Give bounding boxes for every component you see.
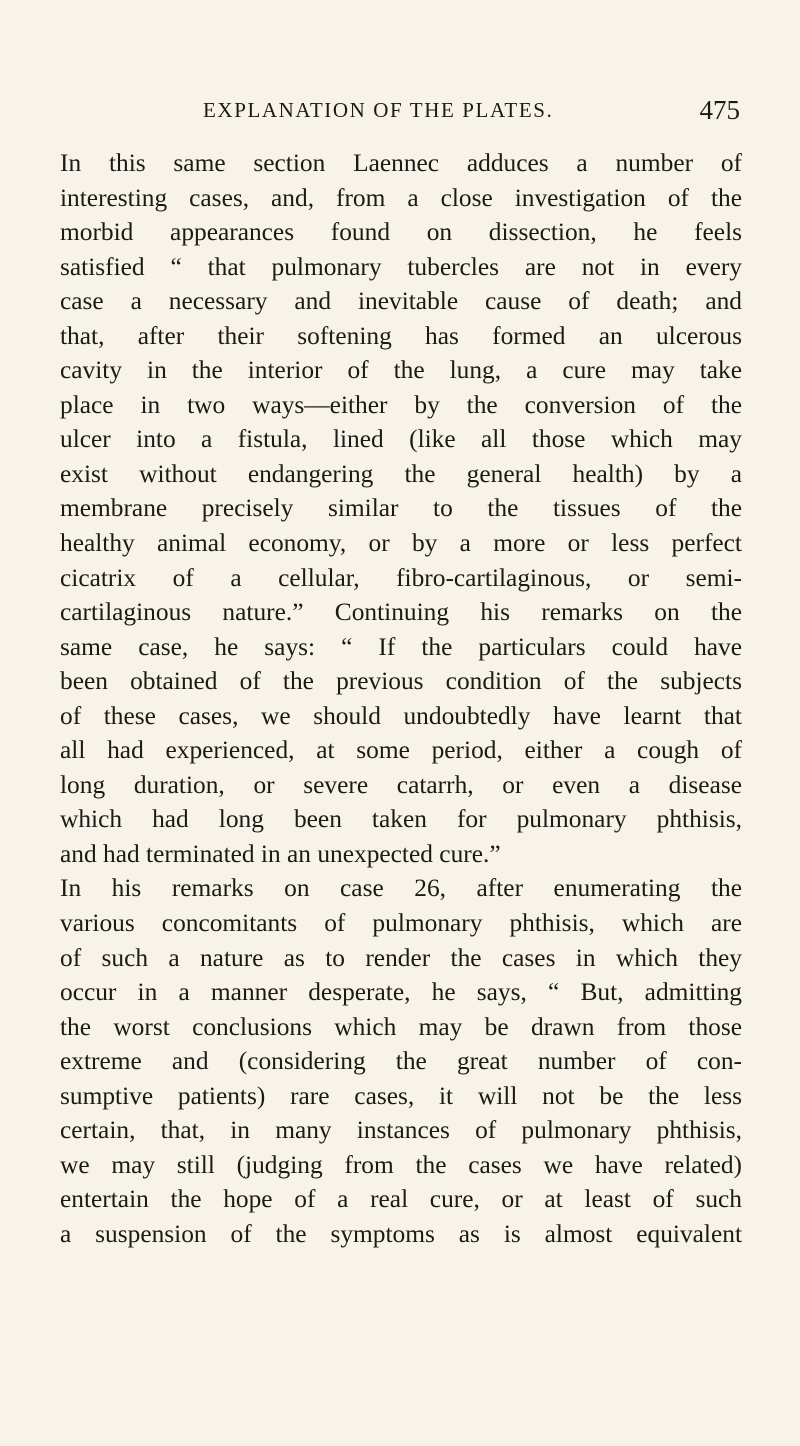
text-line: same case, he says: “ If the particulars could have (60, 632, 742, 661)
text-line: long duration, or severe catarrh, or even a disease (60, 770, 742, 799)
text-line: exist without endangering the general health) by a (60, 459, 742, 488)
text-line: we may still (judging from the cases we have related) (60, 1150, 742, 1179)
body-text (60, 146, 742, 1252)
text-line: occur in a manner desperate, he says, “ But, admitting (60, 978, 742, 1007)
text-line: been obtained of the previous condition of the subjects (60, 667, 742, 696)
text-line: sumptive patients) rare cases, it will not be the less (60, 1081, 742, 1110)
text-line: certain, that, in many instances of pulmonary phthisis, (60, 1116, 742, 1145)
text-line: cicatrix of a cellular, fibro-cartilaginous, or semi- (60, 563, 742, 592)
text-line: membrane precisely similar to the tissues of the (60, 494, 742, 523)
text-line: which had long been taken for pulmonary phthisis, (60, 805, 742, 834)
text-line: healthy animal economy, or by a more or less perfect (60, 529, 742, 558)
text-line: all had experienced, at some period, either a cough of (60, 736, 742, 765)
text-line: of such a nature as to render the cases in which they (60, 943, 742, 972)
text-line: morbid appearances found on dissection, he feels (60, 218, 742, 247)
text-line: extreme and (considering the great number of con- (60, 1047, 742, 1076)
text-line: of these cases, we should undoubtedly have learnt that (60, 701, 742, 730)
text-line: In this same section Laennec adduces a number of (60, 149, 742, 177)
text-line: various concomitants of pulmonary phthisis, which are (60, 909, 742, 938)
text-line: interesting cases, and, from a close investigation of the (60, 183, 742, 212)
text-line: entertain the hope of a real cure, or at least of such (60, 1185, 742, 1214)
text-line: cartilaginous nature.” Continuing his remarks on the (60, 598, 742, 627)
running-title: EXPLANATION OF THE PLATES. (203, 98, 554, 122)
text-line: case a necessary and inevitable cause of death; and (60, 287, 742, 316)
text-line: place in two ways—either by the conversion of the (60, 390, 742, 419)
text-line: ulcer into a fistula, lined (like all those which may (60, 425, 742, 454)
text-line: that, after their softening has formed an ulcerous (60, 321, 742, 350)
running-head (88, 95, 740, 128)
text-line: In his remarks on case 26, after enumerating the (60, 874, 742, 903)
text-line: a suspension of the symptoms as is almost equivalent (60, 1219, 742, 1248)
page-number: 475 (699, 95, 740, 125)
text-line: satisfied “ that pulmonary tubercles are not in every (60, 252, 742, 281)
text-line: cavity in the interior of the lung, a cure may take (60, 356, 742, 385)
text-line: the worst conclusions which may be drawn from those (60, 1012, 742, 1041)
text-line: and had terminated in an unexpected cure.” (60, 839, 501, 868)
